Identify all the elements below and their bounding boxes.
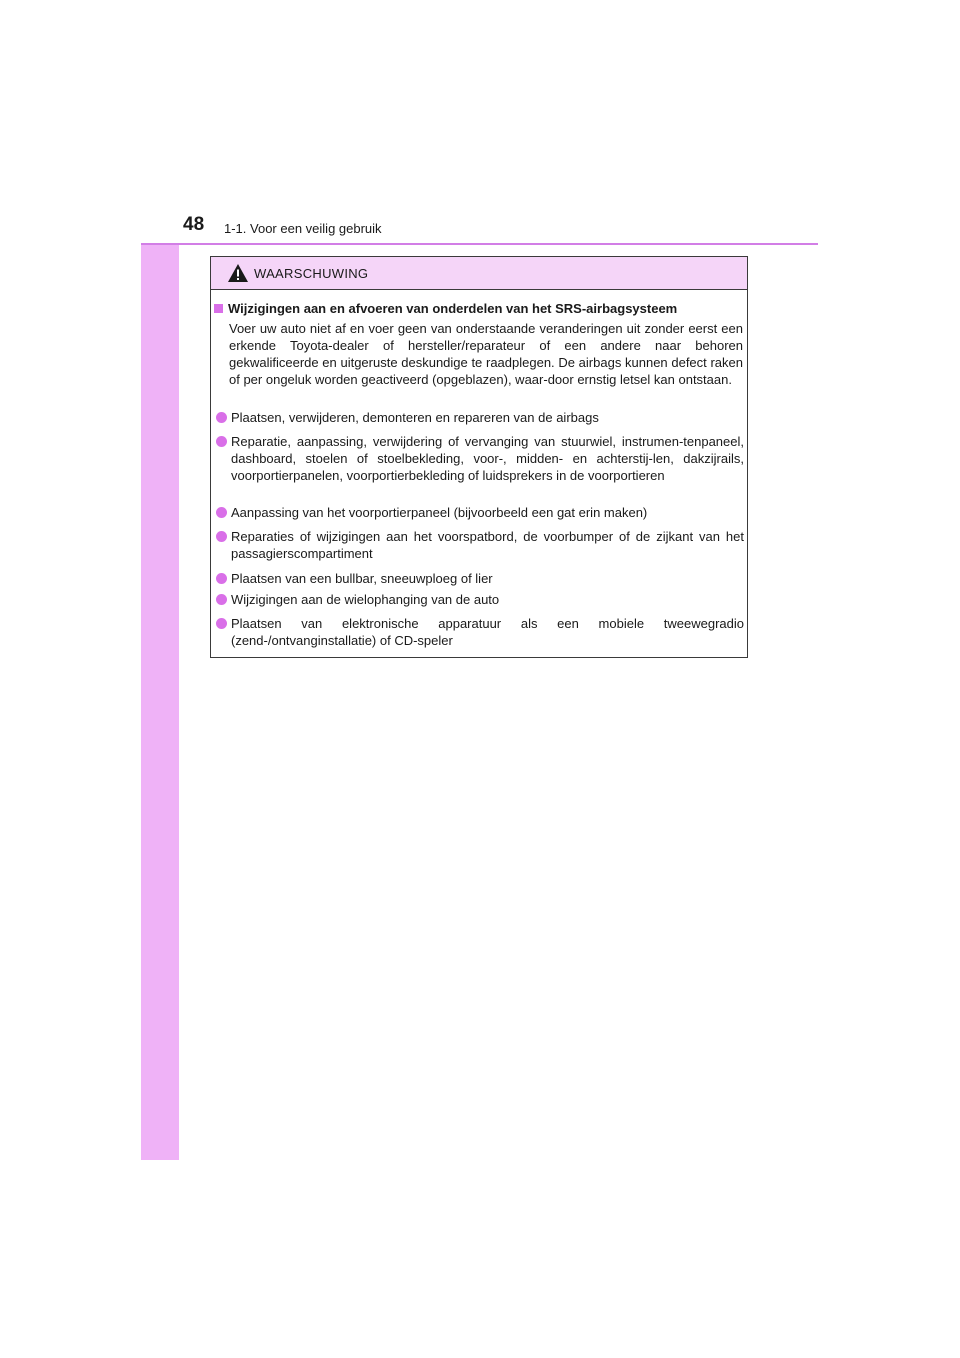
- header-rule: [141, 243, 818, 245]
- side-tab-strip: [141, 197, 179, 1160]
- list-item-text: Plaatsen, verwijderen, demonteren en repareren van de airbags: [231, 410, 599, 425]
- list-item: [216, 504, 744, 521]
- list-item-text: Plaatsen van een bullbar, sneeuwploeg of lier: [231, 571, 493, 586]
- list-item-text: Plaatsen van elektronische apparatuur als een mobiele tweewegradio (zend-/ontvanginstallatie) of CD-speler: [231, 616, 744, 648]
- list-item-text: Aanpassing van het voorportierpaneel (bijvoorbeeld een gat erin maken): [231, 505, 648, 520]
- bullet-dot-icon: [216, 594, 227, 605]
- list-item-text: Reparaties of wijzigingen aan het voorspatbord, de voorbumper of de zijkant van het passagierscompartiment: [231, 529, 744, 561]
- list-item: [216, 615, 744, 649]
- list-item-text: Reparatie, aanpassing, verwijdering of vervanging van stuurwiel, instrumen-tenpaneel, dashboard, stoelen of stoelbekleding, voor-, midden- en achterstij-len, dakzijrails, voorportierpanelen, voorportierbekleding of luidsprekers in de voorportieren: [231, 434, 744, 483]
- warning-paragraph: Voer uw auto niet af en voer geen van onderstaande veranderingen uit zonder eerst een erkende Toyota-dealer of hersteller/reparateur of een andere naar behoren gekwalificeerde en uitgeruste deskundige te raadplegen. De airbags kunnen defect raken of per ongeluk worden geactiveerd (opgeblazen), waar-door ernstig letsel kan ontstaan.: [229, 321, 743, 387]
- warning-header: [211, 257, 747, 290]
- warning-triangle-icon: [227, 263, 249, 283]
- bullet-dot-icon: [216, 573, 227, 584]
- bullet-dot-icon: [216, 436, 227, 447]
- list-item: [216, 433, 744, 484]
- list-item: [216, 570, 744, 587]
- header-area: [141, 197, 816, 243]
- warning-label: WAARSCHUWING: [254, 266, 369, 281]
- bullet-dot-icon: [216, 618, 227, 629]
- square-bullet-icon: [214, 304, 223, 313]
- bullet-dot-icon: [216, 507, 227, 518]
- bullet-dot-icon: [216, 412, 227, 423]
- list-item: [216, 591, 744, 608]
- page-number: 48: [183, 214, 205, 235]
- list-item: [216, 528, 744, 562]
- list-item-text: Wijzigingen aan de wielophanging van de auto: [231, 592, 500, 607]
- warning-box: [210, 256, 748, 658]
- warning-subheading-text: Wijzigingen aan en afvoeren van onderdelen van het SRS-airbagsysteem: [228, 301, 678, 316]
- section-title: 1-1. Voor een veilig gebruik: [224, 221, 382, 236]
- bullet-dot-icon: [216, 531, 227, 542]
- list-item: [216, 409, 744, 426]
- warning-subheading: [214, 300, 744, 317]
